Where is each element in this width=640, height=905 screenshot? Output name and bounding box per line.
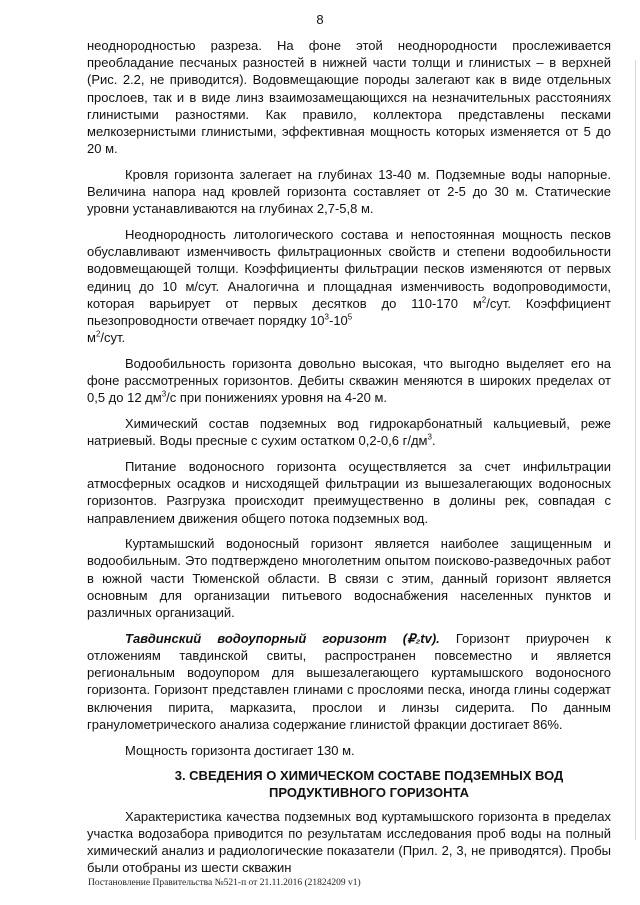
superscript: 3 <box>324 312 329 322</box>
paragraph-roof-depth: Кровля горизонта залегает на глубинах 13-40 м. Подземные воды напорные. Величина напора над кровлей горизонта составляет от 2-5 до 30 м. Статические уровни устанавливаются на глубинах 2,7-5,8 м. <box>87 166 611 217</box>
paragraph-heterogeneity: неоднородностью разреза. На фоне этой неоднородности прослеживается преобладание песчаных разностей в нижней части толщи и глинистых – в верхней (Рис. 2.2, не приводится). Водовмещающие породы залегают как в виде отдельных прослоев, так и в виде линз взаимозамещающихся на незначительных расстояниях глинистыми разностями. Как правило, коллектора представлены песками мелкозернистыми глинистыми, эффективная мощность которых изменяется от 5 до 20 м. <box>87 38 611 157</box>
superscript: 5 <box>347 312 353 322</box>
superscript: 3 <box>427 432 432 442</box>
paragraph-chemical-composition <box>87 415 611 449</box>
document-footer: Постановление Правительства №521-п от 21.11.2016 (21824209 v1) <box>88 878 361 888</box>
superscript: 3 <box>161 390 167 400</box>
horizon-title: Тавдинский водоупорный горизонт (₽₂tv). <box>125 630 440 646</box>
superscript: 2 <box>481 295 487 305</box>
section-heading-line: ПРОДУКТИВНОГО ГОРИЗОНТА <box>269 785 469 801</box>
paragraph-kurtamysh-horizon: Куртамышский водоносный горизонт является наиболее защищенным и водообильным. Это подтверждено многолетним опытом поисково-разведочных работ в южной части Тюменской области. В связи с этим, данный горизонт является основным для организации питьевого водоснабжения населенных пунктов и различных организаций. <box>87 536 611 621</box>
paragraph-water-abundance <box>87 355 611 407</box>
section-heading <box>87 767 611 801</box>
text-segment: /сут. Коэффициент пьезопроводности отвечает порядку 10 <box>87 295 612 329</box>
paragraph-filtration <box>87 226 611 346</box>
paragraph-water-quality: Характеристика качества подземных вод куртамышского горизонта в пределах участка водозабора приводится по результатам исследования проб воды на полный химический анализ и радиологические показатели (Прил. 2, 3, не приводятся). Пробы были отобраны из шести скважин <box>87 808 611 876</box>
text-segment: Неоднородность литологического состава и непостоянная мощность песков обуславливают изменчивость фильтрационных свойств и степени водообильности водовмещающей толщи. Коэффициенты фильтрации песков изменяются от первых единиц до 10 м/сут. Аналогична и площадная изменчивость водопроводимости, которая варьирует от первых десятков до 110-170 м <box>87 227 611 311</box>
paragraph-tavda-aquitard <box>87 630 611 733</box>
paragraph-recharge: Питание водоносного горизонта осуществляется за счет инфильтрации атмосферных осадков и нисходящей фильтрации из вышезалегающих водоносных горизонтов. Разгрузка происходит преимущественно в долины рек, совпадая с направлением движения общего потока подземных вод. <box>87 458 611 526</box>
text-segment: /сут. <box>100 330 126 346</box>
section-heading-line: 3. СВЕДЕНИЯ О ХИМИЧЕСКОМ СОСТАВЕ ПОДЗЕМНЫХ ВОД <box>174 768 564 784</box>
page-number: 8 <box>316 12 324 27</box>
paragraph-thickness: Мощность горизонта достигает 130 м. <box>125 742 355 758</box>
text-segment: Химический состав подземных вод гидрокарбонатный кальциевый, реже натриевый. Воды пресные с сухим остатком 0,2-0,6 г/дм <box>87 416 611 449</box>
superscript: 2 <box>95 329 101 339</box>
text-segment: /с при понижениях уровня на 4-20 м. <box>166 390 388 406</box>
text-segment: . <box>431 433 436 449</box>
scan-edge-mark <box>635 60 636 840</box>
document-body <box>87 37 611 876</box>
text-segment: Горизонт приурочен к отложениям тавдинской свиты, распространен повсеместно и является региональным водоупором для вышезалегающего куртамышского водоносного горизонта. Горизонт представлен глинами с прослоями песка, иногда глины содержат включения пирита, марказита, прослои и линзы сидерита. По данным гранулометрического анализа содержание глинистой фракции достигает 86%. <box>87 630 611 732</box>
text-segment: -10 <box>329 313 348 329</box>
text-segment: Водообильность горизонта довольно высокая, что выгодно выделяет его на фоне рассмотренных горизонтов. Дебиты скважин меняются в широких пределах от 0,5 до 12 дм <box>87 355 611 406</box>
text-segment: м <box>87 330 96 346</box>
